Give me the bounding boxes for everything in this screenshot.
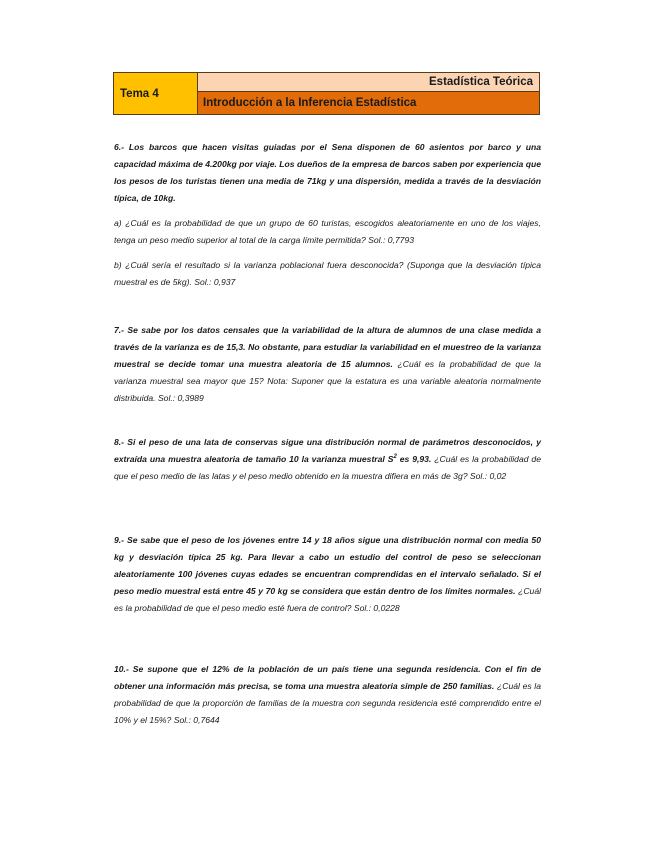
exercise-question: ¿Cuál es la probabilidad de que el peso medio esté fuera de control? Sol.: 0,0228 (114, 586, 542, 613)
exercise-7 (114, 322, 541, 407)
exercise-statement (114, 661, 541, 729)
exercise-question: ¿Cuál es la probabilidad de que el peso medio de las latas y el peso medio obtenido en la muestra difiera en más de 3g? Sol.: 0,02 (114, 454, 541, 481)
exercise-part-a: a) ¿Cuál es la probabilidad de que un grupo de 60 turistas, escogidos aleatoriamente en uno de los viajes, tenga un peso medio superior al total de la carga límite permitida? Sol.: 0,7793 (114, 218, 541, 245)
exercise-statement (114, 322, 541, 407)
exercise-statement (114, 532, 541, 617)
exercise-6 (114, 139, 541, 291)
exercise-9 (114, 532, 541, 617)
tema-label: Tema 4 (114, 73, 198, 114)
document-header (113, 72, 540, 115)
subject-title: Estadística Teórica (198, 73, 539, 92)
superscript: 2 (393, 454, 397, 461)
exercise-question: ¿Cuál es la probabilidad de que la proporción de familias de la muestra con segunda residencia esté comprendido entre el 10% y el 15%? Sol.: 0,7644 (114, 681, 541, 725)
exercise-statement-bold: 7.- Se sabe por los datos censales que la variabilidad de la altura de alumnos de una clase medida a través de la varianza es de 15,3. No obstante, para estudiar la variabilidad en el muestreo de la varianza muestral se decide tomar una muestra aleatoria de 15 alumnos. (114, 325, 541, 369)
exercise-statement (114, 434, 541, 485)
exercise-statement-bold: 10.- Se supone que el 12% de la población de un país tiene una segunda residencia. Con el fin de obtener una información más precisa, se toma una muestra aleatoria simple de 250 familias. (114, 664, 541, 691)
unit-title: Introducción a la Inferencia Estadística (198, 92, 539, 114)
exercise-statement-bold-pre: 8.- Si el peso de una lata de conservas sigue una distribución normal de parámetros desconocidos, y extraída una muestra aleatoria de tamaño 10 la varianza muestral S (114, 437, 541, 464)
exercise-statement-bold-post: es 9,93. (396, 454, 432, 464)
header-titles (198, 73, 539, 114)
exercise-statement-bold: 9.- Se sabe que el peso de los jóvenes entre 14 y 18 años sigue una distribución normal con media 50 kg y desviación típica 25 kg. Para llevar a cabo un estudio del control de peso se seleccionan aleatoriamente 100 jóvenes cuyas edades se encuentran comprendidas en el intervalo señalado. Si el peso medio muestral está entre 45 y 70 kg se considera que están dentro de los límites normales. (114, 535, 541, 596)
exercise-statement (114, 139, 541, 207)
exercise-question: ¿Cuál es la probabilidad de que la varianza muestral sea mayor que 15? Nota: Suponer que la estatura es una variable aleatoria normalmente distribuida. Sol.: 0,3989 (114, 359, 541, 403)
exercise-8 (114, 434, 541, 485)
exercise-statement-bold: 6.- Los barcos que hacen visitas guiadas por el Sena disponen de 60 asientos por barco y una capacidad máxima de 4.200kg por viaje. Los dueños de la empresa de barcos saben por experiencia que los pesos de los turistas tienen una media de 71kg y una dispersión, medida a través de la desviación típica, de 10kg. (114, 142, 541, 203)
exercise-10 (114, 661, 541, 729)
exercise-part-b: b) ¿Cuál sería el resultado si la varianza poblacional fuera desconocida? (Suponga que la desviación típica muestral es de 5kg). Sol.: 0,937 (114, 260, 541, 287)
